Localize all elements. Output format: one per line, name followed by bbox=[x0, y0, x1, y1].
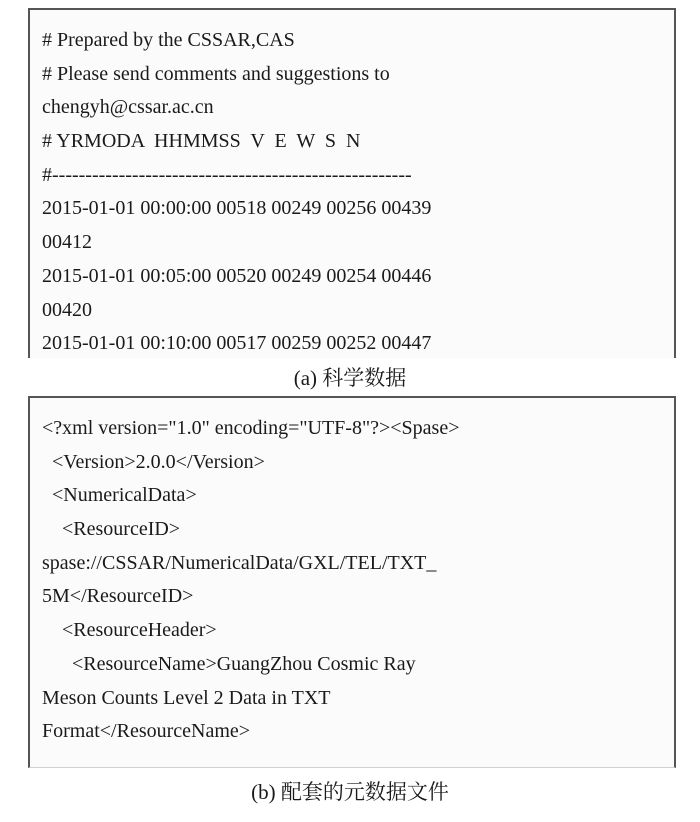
science-data-panel bbox=[28, 8, 676, 358]
text-line: 00412 bbox=[42, 231, 92, 254]
text-line: 2015-01-01 00:05:00 00520 00249 00254 00446 bbox=[42, 264, 432, 287]
text-line: 2015-01-01 00:00:00 00518 00249 00256 00439 bbox=[42, 197, 432, 220]
text-line: Meson Counts Level 2 Data in TXT bbox=[42, 686, 331, 709]
text-line: <ResourceHeader> bbox=[42, 619, 217, 642]
text-line: 2015-01-01 00:10:00 00517 00259 00252 00447 bbox=[42, 332, 432, 355]
text-line: Format</ResourceName> bbox=[42, 720, 251, 743]
text-line: <Version>2.0.0</Version> bbox=[42, 450, 265, 473]
text-line: spase://CSSAR/NumericalData/GXL/TEL/TXT_ bbox=[42, 551, 437, 574]
text-line: <ResourceID> bbox=[42, 518, 181, 541]
text-line: <ResourceName>GuangZhou Cosmic Ray bbox=[42, 652, 416, 675]
text-line: <?xml version="1.0" encoding="UTF-8"?><Spase> bbox=[42, 417, 460, 439]
caption-b: (b) 配套的元数据文件 bbox=[251, 780, 449, 804]
text-line: #------------------------------------------------------ bbox=[42, 163, 412, 186]
text-line: <NumericalData> bbox=[42, 484, 197, 507]
metadata-file-panel bbox=[28, 396, 676, 768]
text-line: # Prepared by the CSSAR,CAS bbox=[42, 29, 295, 51]
text-line: 00420 bbox=[42, 298, 92, 321]
text-line: # YRMODA HHMMSS V E W S N bbox=[42, 130, 361, 153]
text-line: # Please send comments and suggestions to bbox=[42, 62, 390, 85]
text-line: 5M</ResourceID> bbox=[42, 585, 194, 608]
text-line: chengyh@cssar.ac.cn bbox=[42, 96, 214, 119]
caption-a: (a) 科学数据 bbox=[293, 366, 407, 390]
